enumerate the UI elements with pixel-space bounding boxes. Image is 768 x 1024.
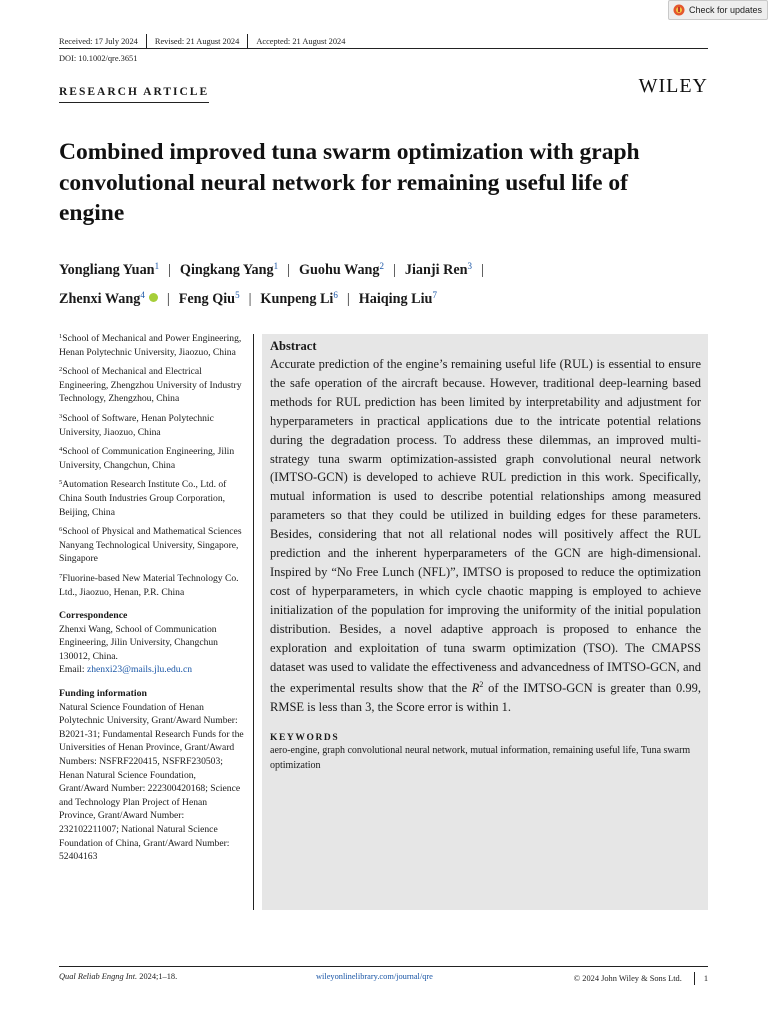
- page-number: 1: [703, 974, 708, 983]
- publisher-logo: WILEY: [638, 75, 708, 97]
- author-name[interactable]: Haiqing Liu$^7$: [358, 290, 437, 307]
- author-row: Zhenxi Wang$^4$ | Feng Qiu$^5$ | Kunpeng Li$^6$ | Haiqing Liu$^7$: [59, 290, 437, 307]
- abstract-text: Accurate prediction of the engine’s remaining useful life (RUL) is essential to ensure the safe operation of the aircraft because. However, traditional deep-learning based methods for RUL prediction has been limited by interpretability and adjustment for hyperparameters in practical applications due to the intricate potential relations during the degradation process. To address these dilemmas, an improved multi-strategy tuna swarm optimization-assisted graph convolutional neural network (IMTSO-GCN) is developed to achieve RUL prediction in this work. Specifically, mutual information is used to describe potential relationships among measured parameters so that they could be utilized in building edges for these parameters. Besides, considering that not all relational nodes will positively affect the RUL prediction and the inherent hyperparameters of the GCN are high-dimensional. Inspired by “No Free Lunch (NFL)”, IMTSO is proposed to reduce the optimization cost of hyperparameters, in which cycle chaotic mapping is employed to achieve initialization of the population for improving the uniformity of the initial population distribution. Besides, a novel adaptive approach is proposed to enhance the exploration and exploitation of tuna swarm optimization (TSO). The CMAPSS dataset was used to validate the effectiveness and advancedness of IMTSO-GCN, and the experimental results show that the $R^2$ of the IMTSO-GCN is greater than 0.99, RMSE is less than 3, the Score error is within 1.: [270, 357, 701, 715]
- affiliation: $^4$School of Communication Engineering, Jilin University, Changchun, China: [59, 446, 235, 471]
- affiliation: $^3$School of Software, Henan Polytechnic University, Jiaozuo, China: [59, 412, 214, 438]
- revised-date: Revised: 21 August 2024: [154, 37, 240, 46]
- funding-heading: Funding information: [59, 688, 147, 700]
- sidebar-divider: [253, 334, 254, 910]
- author-name[interactable]: Guohu Wang$^2$: [298, 261, 385, 278]
- author-list: [59, 254, 699, 312]
- affiliation: $^7$Fluorine-based New Material Technology Co. Ltd., Jiaozuo, Henan, P.R. China: [59, 572, 239, 598]
- affiliation: $^5$Automation Research Institute Co., Ltd. of China South Industries Group Corporation, Beijing, China: [59, 479, 227, 518]
- history-divider: [247, 34, 248, 49]
- author-name[interactable]: Yongliang Yuan$^1$: [59, 261, 160, 278]
- correspondence-email: Email: zhenxi23@mails.jlu.edu.cn: [59, 664, 193, 676]
- affiliation: $^1$School of Mechanical and Power Engineering, Henan Polytechnic University, Jiaozuo, China: [59, 333, 242, 358]
- article-history: [59, 34, 708, 49]
- author-row: Yongliang Yuan$^1$ | Qingkang Yang$^1$ | Guohu Wang$^2$ | Jianji Ren$^3$ |: [59, 261, 484, 278]
- abstract-box: [262, 334, 708, 910]
- doi[interactable]: DOI: 10.1002/qre.3651: [59, 54, 138, 63]
- email-link[interactable]: zhenxi23@mails.jlu.edu.cn: [86, 664, 193, 676]
- history-divider: [146, 34, 147, 49]
- article-type-rule: [59, 102, 209, 103]
- affiliations-sidebar: [59, 330, 244, 864]
- keywords-text: aero-engine, graph convolutional neural network, mutual information, remaining useful life, Tuna swarm optimization: [270, 745, 691, 771]
- check-updates-label: Check for updates: [689, 5, 763, 15]
- correspondence-text: Zhenxi Wang, School of Communication Engineering, Jilin University, Changchun 130012, China.: [59, 623, 218, 662]
- affiliation: $^6$School of Physical and Mathematical Sciences Nanyang Technological University, Singapore, Singapore: [59, 526, 242, 565]
- footer-rule: [59, 966, 708, 967]
- author-name[interactable]: Jianji Ren$^3$: [404, 261, 473, 278]
- article-title: Combined improved tuna swarm optimization with graph convolutional neural network for remaining useful life of engine: [59, 139, 640, 226]
- author-name[interactable]: Feng Qiu$^5$: [178, 290, 240, 307]
- orcid-icon[interactable]: [149, 293, 158, 302]
- check-for-updates-button[interactable]: [668, 0, 768, 20]
- copyright: © 2024 John Wiley & Sons Ltd.: [573, 974, 682, 983]
- keywords-heading: KEYWORDS: [270, 733, 340, 744]
- article-type: RESEARCH ARTICLE: [59, 86, 210, 98]
- check-updates-icon: [673, 4, 685, 16]
- author-name[interactable]: Kunpeng Li$^6$: [260, 290, 338, 307]
- header-rule: [59, 48, 708, 49]
- funding-text: Natural Science Foundation of Henan Polytechnic University, Grant/Award Number: B2021-31; Fundamental Research Funds for the Universities of Henan Province, Grant/Award Numbers: NSFRF220415, NSFRF230503; Henan Natural Science Foundation, Grant/Award Number: 222300420168; Science and Technology Plan Project of Henan Province, Grant/Award Number: 232102211007; National Natural Science Foundation of China, Grant/Award Number: 52404163: [59, 701, 244, 863]
- journal-citation: Qual Reliab Engng Int. 2024;1–18.: [59, 972, 178, 981]
- journal-url-link[interactable]: wileyonlinelibrary.com/journal/qre: [316, 972, 433, 981]
- footer-divider: [694, 972, 695, 985]
- footer-right: [574, 972, 708, 985]
- author-name[interactable]: Zhenxi Wang$^4$: [59, 290, 145, 307]
- accepted-date: Accepted: 21 August 2024: [256, 37, 346, 46]
- author-name[interactable]: Qingkang Yang$^1$: [179, 261, 279, 278]
- affiliation: $^2$School of Mechanical and Electrical Engineering, Zhengzhou University of Industry Technology, Zhengzhou, China: [59, 366, 242, 405]
- received-date: Received: 17 July 2024: [59, 37, 138, 46]
- abstract-heading: Abstract: [270, 339, 317, 353]
- correspondence-heading: Correspondence: [59, 610, 128, 622]
